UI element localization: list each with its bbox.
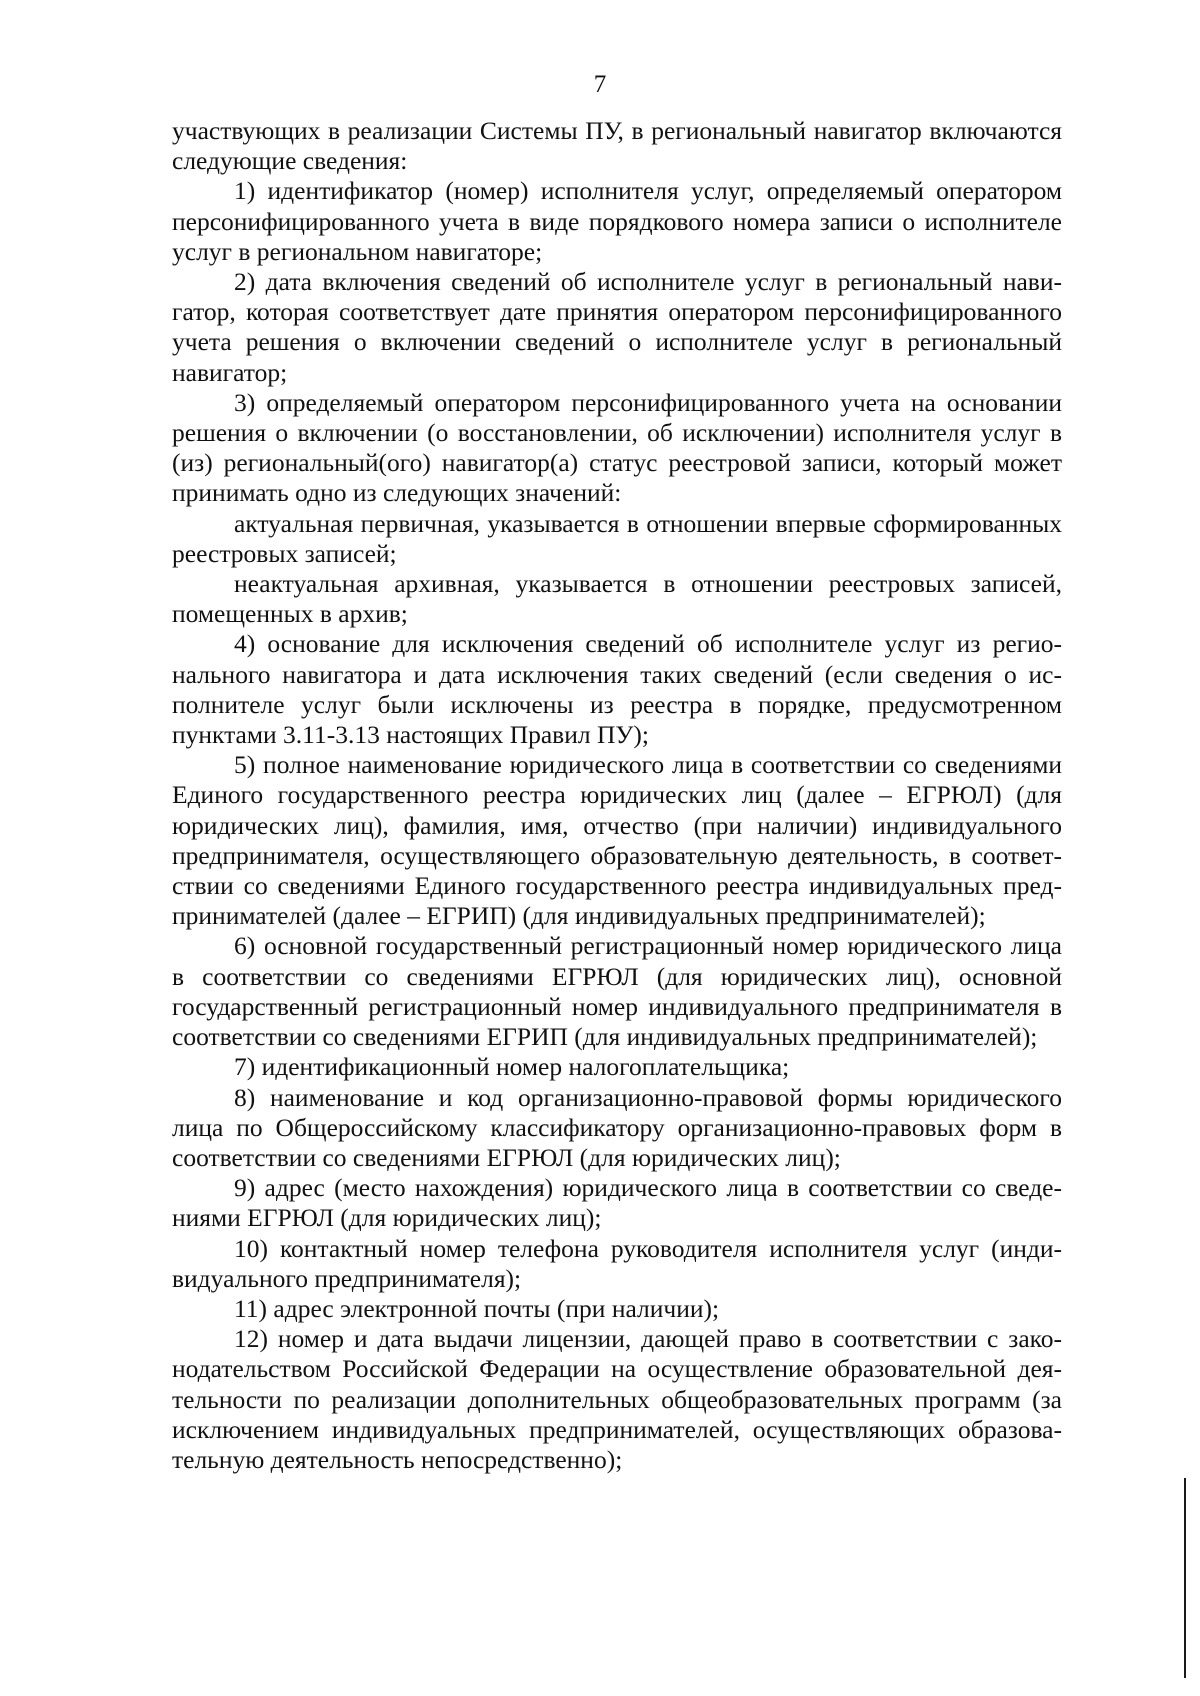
list-item-3: 3) определяемый оператором персонифицированного учета на основании решения о включении (о восстановлении, об исключении) исполнителя услуг в (из) региональный(ого) навигатор(а) статус реестровой записи, который может принимать одно из следующих значений: [172,387,1062,508]
status-value-primary: актуальная первичная, указывается в отношении впервые сформированных реестровых записей; [172,508,1062,568]
list-item-6: 6) основной государственный регистрационный номер юридического лица в соответствии со сведениями ЕГРЮЛ (для юридических лиц), основной государственный регистрационный номер индивидуального предпринимателя в соответствии со сведениями ЕГРИП (для индивидуальных предпринимателей); [172,931,1062,1052]
list-item-10: 10) контактный номер телефона руководителя исполнителя услуг (индивидуального предпринимателя); [172,1233,1062,1293]
list-item-2: 2) дата включения сведений об исполнителе услуг в региональный навигатор, которая соответствует дате принятия оператором персонифицированного учета решения о включении сведений о исполнителе услуг в региональный навигатор; [172,267,1062,387]
document-body [172,116,1062,1475]
scan-edge-line [1184,1478,1186,1678]
status-value-archive: неактуальная архивная, указывается в отношении реестровых записей, помещенных в архив; [172,569,1062,629]
list-item-7: 7) идентификационный номер налогоплательщика; [234,1052,790,1082]
list-item-1: 1) идентификатор (номер) исполнителя услуг, определяемый оператором персонифицированного учета в виде порядкового номера записи о исполнителе услуг в региональном навигаторе; [172,176,1062,266]
list-item-8: 8) наименование и код организационно-правовой формы юридического лица по Общероссийскому классификатору организационно-правовых форм в соответствии со сведениями ЕГРЮЛ (для юридических лиц); [172,1082,1062,1172]
paragraph-continuation: участвующих в реализации Системы ПУ, в региональный навигатор включаются следующие сведения: [172,116,1062,176]
list-item-5: 5) полное наименование юридического лица в соответствии со сведениями Единого государственного реестра юридических лиц (далее – ЕГРЮЛ) (для юридических лиц), фамилия, имя, отчество (при наличии) индивидуального предпринимателя, осуществляющего образовательную деятельность, в соответствии со сведениями Единого государственного реестра индивидуальных предпринимателей (далее – ЕГРИП) (для индивидуальных предпринимателей); [172,750,1062,931]
list-item-12: 12) номер и дата выдачи лицензии, дающей право в соответствии с законодательством Российской Федерации на осуществление образовательной деятельности по реализации дополнительных общеобразовательных программ (за исключением индивидуальных предпринимателей, осуществляющих образовательную деятельность непосредственно); [172,1324,1062,1474]
list-item-11: 11) адрес электронной почты (при наличии); [234,1293,720,1323]
page-number: 7 [593,71,607,98]
list-item-9: 9) адрес (место нахождения) юридического лица в соответствии со сведениями ЕГРЮЛ (для юридических лиц); [172,1173,1062,1233]
list-item-4: 4) основание для исключения сведений об исполнителе услуг из регионального навигатора и дата исключения таких сведений (если сведения о исполнителе услуг были исключены из реестра в порядке, предусмотренном пунктами 3.11-3.13 настоящих Правил ПУ); [172,629,1062,750]
